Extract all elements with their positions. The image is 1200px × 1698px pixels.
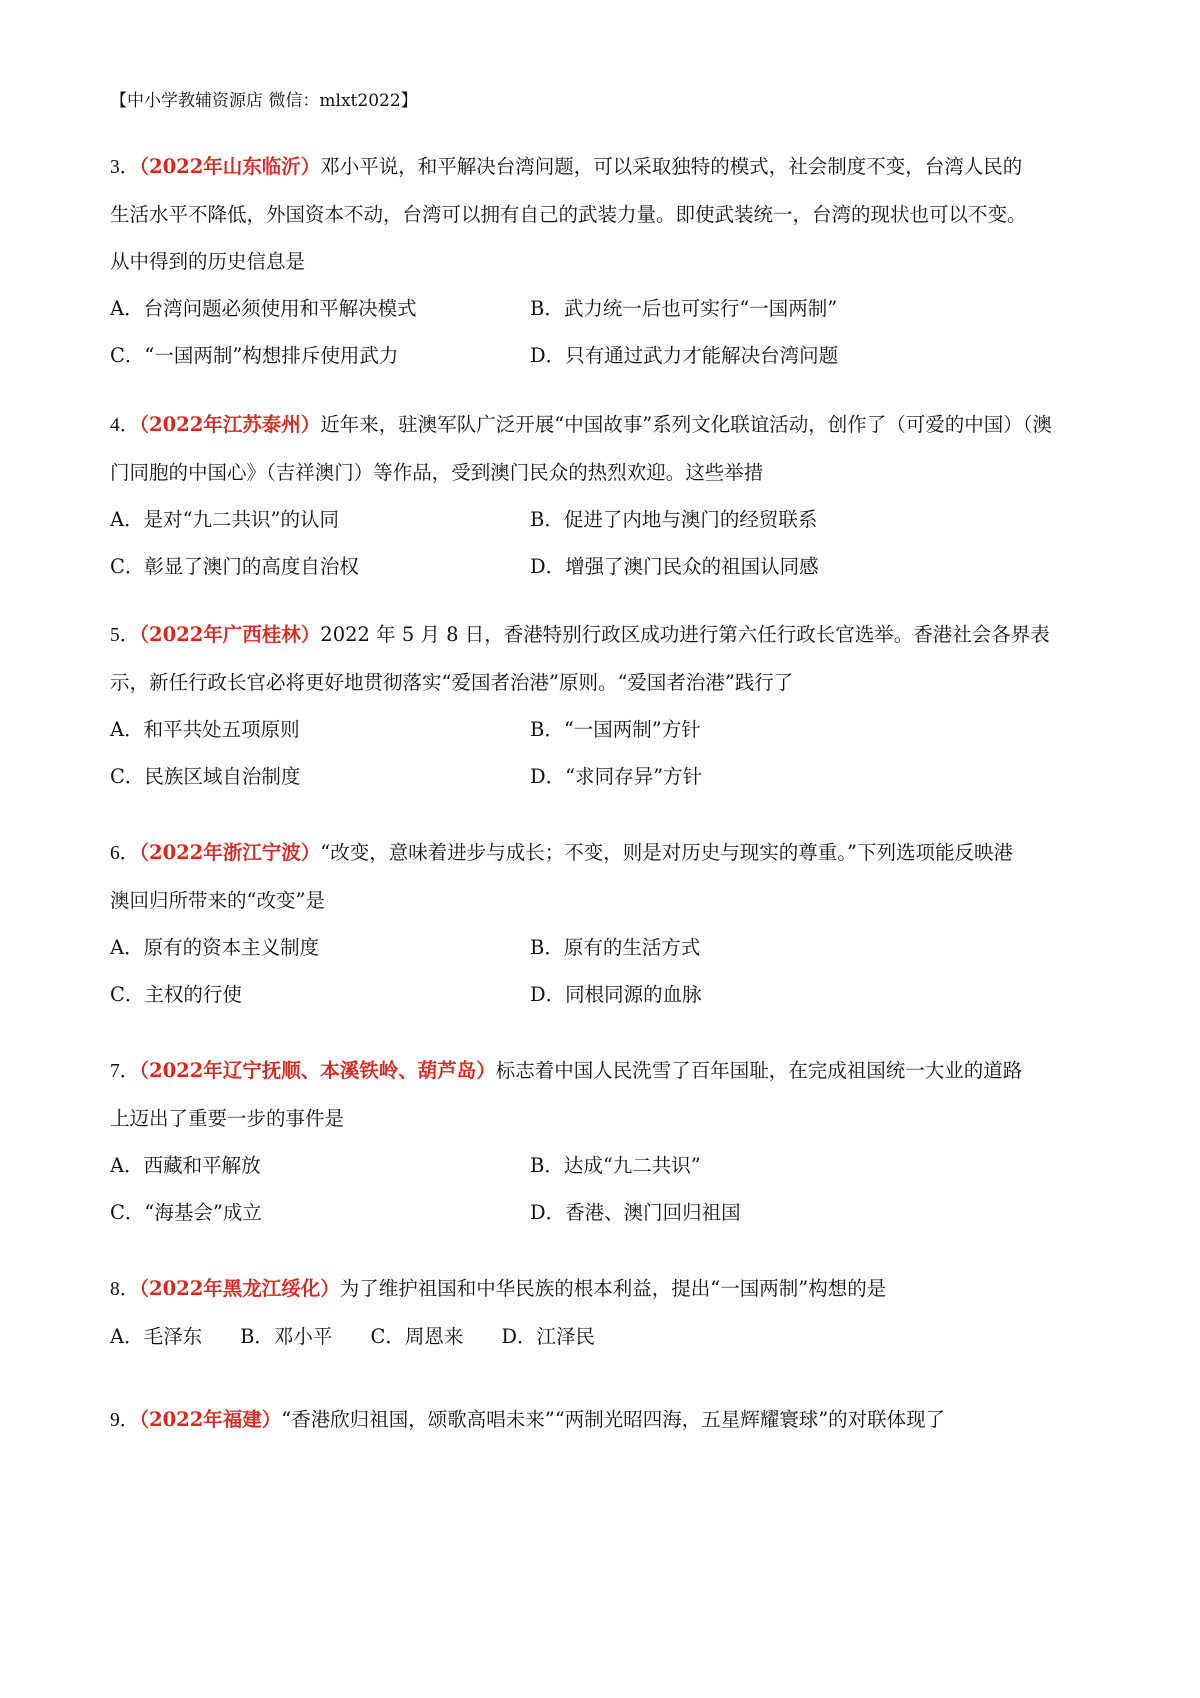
option-a: A．西藏和平解放: [110, 1154, 261, 1177]
question-text: 2022 年 5 月 8 日，香港特别行政区成功进行第六任行政长官选举。香港社会各界表: [320, 623, 1050, 646]
question-5: [110, 611, 1100, 800]
option-d: D．增强了澳门民众的祖国认同感: [530, 555, 819, 578]
question-number: 3．: [110, 157, 140, 178]
question-text: “香港欣归祖国，颂歌高唱未来”“两制光昭四海，五星辉耀寰球”的对联体现了: [281, 1408, 946, 1431]
option-c: C．民族区域自治制度: [110, 765, 301, 788]
option-b: B．武力统一后也可实行“一国两制”: [530, 297, 838, 320]
question-text: 邓小平说，和平解决台湾问题，可以采取独特的模式，社会制度不变，台湾人民的: [320, 155, 1023, 178]
question-9: [110, 1396, 1100, 1444]
option-c: C．周恩来: [370, 1325, 464, 1348]
option-a: A．和平共处五项原则: [110, 718, 300, 741]
option-d: D．江泽民: [501, 1325, 595, 1348]
option-c: C．主权的行使: [110, 983, 242, 1006]
question-text: 门同胞的中国心》（吉祥澳门）等作品，受到澳门民众的热烈欢迎。这些举措: [110, 461, 764, 484]
option-d: D．同根同源的血脉: [530, 983, 702, 1006]
source-tag: （2022年浙江宁波）: [139, 841, 321, 864]
option-b: B．促进了内地与澳门的经贸联系: [530, 508, 818, 531]
option-b: B．达成“九二共识”: [530, 1154, 701, 1177]
question-number: 8．: [110, 1279, 140, 1300]
question-text: 澳回归所带来的“改变”是: [110, 889, 325, 912]
question-4: [110, 401, 1100, 590]
option-a: A．是对“九二共识”的认同: [110, 508, 340, 531]
option-a: A．原有的资本主义制度: [110, 936, 320, 959]
option-b: B．“一国两制”方针: [530, 718, 701, 741]
question-number: 9．: [110, 1410, 140, 1431]
option-a: A．毛泽东: [110, 1325, 203, 1348]
question-text: 为了维护祖国和中华民族的根本利益，提出“一国两制”构想的是: [339, 1277, 887, 1300]
source-tag: （2022年江苏泰州）: [139, 413, 321, 436]
option-c: C．“海基会”成立: [110, 1201, 262, 1224]
question-text: 生活水平不降低，外国资本不动，台湾可以拥有自己的武装力量。即使武装统一，台湾的现状也可以不变。: [110, 203, 1027, 226]
option-c: C．彰显了澳门的高度自治权: [110, 555, 359, 578]
question-3: [110, 143, 1100, 379]
question-7: [110, 1047, 1100, 1236]
option-d: D．只有通过武力才能解决台湾问题: [530, 344, 839, 367]
option-b: B．邓小平: [240, 1325, 333, 1348]
question-6: [110, 829, 1100, 1018]
source-tag: （2022年广西桂林）: [139, 623, 321, 646]
question-number: 4．: [110, 415, 140, 436]
question-text: 上迈出了重要一步的事件是: [110, 1107, 345, 1130]
option-d: D．香港、澳门回归祖国: [530, 1201, 741, 1224]
question-text: 从中得到的历史信息是: [110, 250, 306, 273]
header-watermark: 【中小学教辅资源店 微信：mlxt2022】: [110, 91, 418, 111]
question-text: 标志着中国人民洗雪了百年国耻，在完成祖国统一大业的道路: [495, 1059, 1023, 1082]
option-d: D．“求同存异”方针: [530, 765, 703, 788]
source-tag: （2022年福建）: [139, 1408, 282, 1431]
question-number: 6．: [110, 843, 140, 864]
source-tag: （2022年山东临沂）: [139, 155, 321, 178]
question-8: [110, 1265, 1100, 1360]
question-number: 7．: [110, 1061, 140, 1082]
question-text: 示，新任行政长官必将更好地贯彻落实“爱国者治港”原则。“爱国者治港”践行了: [110, 671, 794, 694]
option-a: A．台湾问题必须使用和平解决模式: [110, 297, 417, 320]
question-number: 5．: [110, 625, 140, 646]
option-c: C．“一国两制”构想排斥使用武力: [110, 344, 399, 367]
source-tag: （2022年黑龙江绥化）: [139, 1277, 340, 1300]
question-text: “改变，意味着进步与成长；不变，则是对历史与现实的尊重。”下列选项能反映港: [320, 841, 1013, 864]
option-b: B．原有的生活方式: [530, 936, 701, 959]
source-tag: （2022年辽宁抚顺、本溪铁岭、葫芦岛）: [139, 1059, 496, 1082]
question-text: 近年来，驻澳军队广泛开展“中国故事”系列文化联谊活动，创作了（可爱的中国）（澳: [320, 413, 1052, 436]
